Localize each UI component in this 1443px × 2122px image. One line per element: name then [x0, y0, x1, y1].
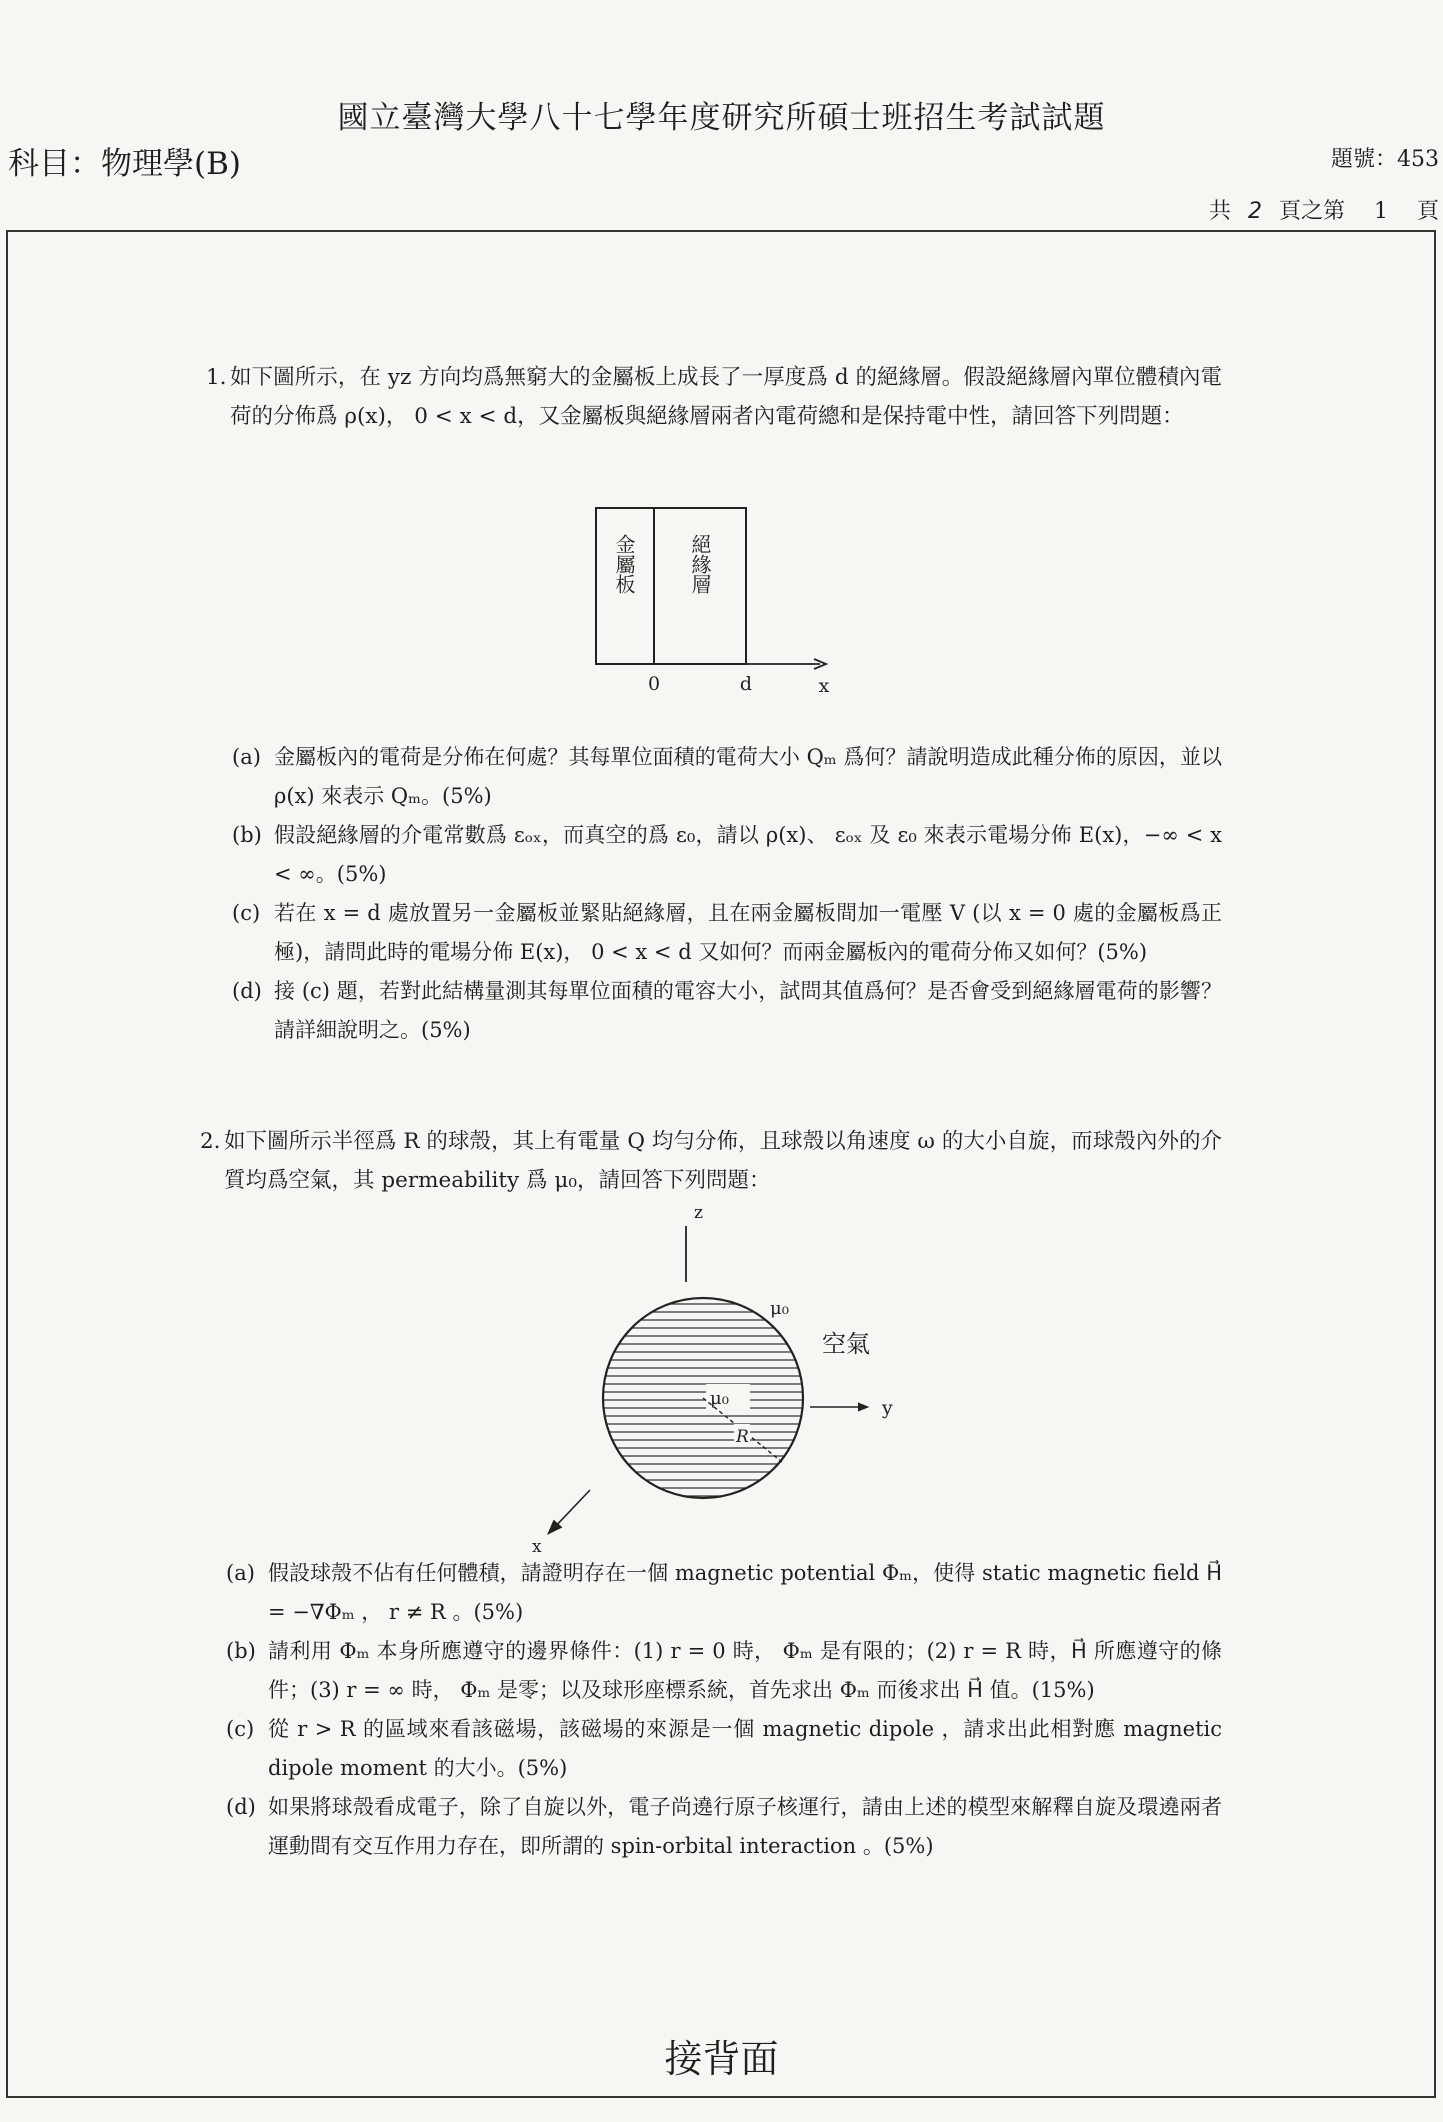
question-1 [206, 358, 1222, 436]
question-2 [200, 1122, 1222, 1200]
question-2-number: 2. [200, 1129, 221, 1154]
question-1-number: 1. [206, 365, 227, 390]
question-2-part-c [226, 1710, 1222, 1788]
part-text: 接 (c) 題，若對此結構量測其每單位面積的電容大小，試問其值爲何？是否會受到絕緣層電荷的影響？請詳細說明之。(5%) [274, 979, 1222, 1042]
tick-d-label: d [739, 673, 753, 695]
metal-plate-label: 金屬板 [612, 534, 636, 594]
mu-inside-label: μ₀ [710, 1388, 729, 1409]
subject-label: 科目：物理學(B) [8, 146, 241, 182]
question-1-part-d [232, 972, 1222, 1050]
question-1-parts [232, 738, 1222, 1050]
page-total: 2 [1247, 199, 1262, 224]
question-2-part-b [226, 1632, 1222, 1710]
question-2-parts [226, 1554, 1222, 1866]
part-text: 假設球殼不佔有任何體積，請證明存在一個 magnetic potential Φₘ，使得 static magnetic field H⃗ = −∇Φₘ ， r ≠ R 。(5%) [268, 1561, 1222, 1624]
air-label: 空氣 [822, 1330, 870, 1358]
question-1-part-c [232, 894, 1222, 972]
page-current: 1 [1373, 199, 1388, 224]
sphere-hatching [580, 1304, 820, 1496]
mu-outside-label: μ₀ [770, 1298, 789, 1319]
part-text: 請利用 Φₘ 本身所應遵守的邊界條件：(1) r = 0 時， Φₘ 是有限的；(2) r = R 時，H⃗ 所應遵守的條件；(3) r = ∞ 時， Φₘ 是零；以及球形座標系統，首先求出 Φₘ 而後求出 H⃗ 值。(15%) [268, 1639, 1222, 1702]
part-text: 若在 x = d 處放置另一金屬板並緊貼絕緣層，且在兩金屬板間加一電壓 V (以 x = 0 處的金屬板爲正極)，請問此時的電場分佈 E(x)， 0 < x < d 又如何？而兩金屬板內的電荷分佈又如何？(5%) [274, 901, 1222, 964]
question-1-text: 如下圖所示，在 yz 方向均爲無窮大的金屬板上成長了一厚度爲 d 的絕緣層。假設絕緣層內單位體積內電荷的分佈爲 ρ(x)， 0 < x < d，又金屬板與絕緣層兩者內電荷總和是保持電中性，請回答下列問題： [230, 365, 1222, 429]
y-axis-arrow-icon [858, 1403, 868, 1411]
part-text: 從 r > R 的區域來看該磁場，該磁場的來源是一個 magnetic dipole ，請求出此相對應 magnetic dipole moment 的大小。(5%) [268, 1717, 1222, 1780]
part-label: (b) [226, 1639, 256, 1663]
radius-label: R [736, 1427, 749, 1447]
question-number: 題號：453 [1331, 147, 1439, 172]
part-label: (c) [226, 1717, 255, 1741]
question-2-part-a [226, 1554, 1222, 1632]
part-label: (d) [232, 979, 262, 1003]
part-text: 如果將球殼看成電子，除了自旋以外，電子尚遶行原子核運行，請由上述的模型來解釋自旋及環遶兩者運動間有交互作用力存在，即所謂的 spin-orbital interaction 。(5%) [268, 1795, 1222, 1858]
z-axis-label: z [694, 1203, 703, 1223]
page-info [1199, 194, 1439, 225]
page-total-prefix: 共 [1208, 199, 1231, 224]
page-suffix: 頁 [1416, 199, 1439, 224]
question-1-part-b [232, 816, 1222, 894]
figure-1-diagram [580, 500, 850, 700]
tick-0-label: 0 [647, 673, 661, 695]
figure-2-diagram [520, 1200, 940, 1560]
part-label: (c) [232, 901, 261, 925]
part-text: 假設絕緣層的介電常數爲 εₒₓ，而真空的爲 ε₀，請以 ρ(x)、 εₒₓ 及 ε₀ 來表示電場分佈 E(x)，−∞ < x < ∞。(5%) [274, 823, 1222, 886]
x-axis-label: x [818, 675, 830, 697]
part-text: 金屬板內的電荷是分佈在何處？其每單位面積的電荷大小 Qₘ 爲何？請說明造成此種分佈的原因，並以 ρ(x) 來表示 Qₘ。(5%) [274, 745, 1222, 808]
exam-title: 國立臺灣大學八十七學年度研究所碩士班招生考試試題 [337, 100, 1106, 136]
part-label: (a) [226, 1561, 255, 1585]
insulator-label: 絕緣層 [688, 534, 712, 594]
question-2-part-d [226, 1788, 1222, 1866]
x-axis-label: x [532, 1537, 542, 1557]
part-label: (b) [232, 823, 262, 847]
page-mid: 頁之第 [1278, 199, 1345, 224]
y-axis-label: y [882, 1397, 893, 1419]
question-1-part-a [232, 738, 1222, 816]
part-label: (a) [232, 745, 261, 769]
part-label: (d) [226, 1795, 256, 1819]
question-2-text: 如下圖所示半徑爲 R 的球殼，其上有電量 Q 均勻分佈，且球殼以角速度 ω 的大小自旋，而球殼內外的介質均爲空氣，其 permeability 爲 μ₀，請回答下列問題： [224, 1129, 1222, 1193]
continue-on-back-note: 接背面 [664, 2037, 779, 2081]
